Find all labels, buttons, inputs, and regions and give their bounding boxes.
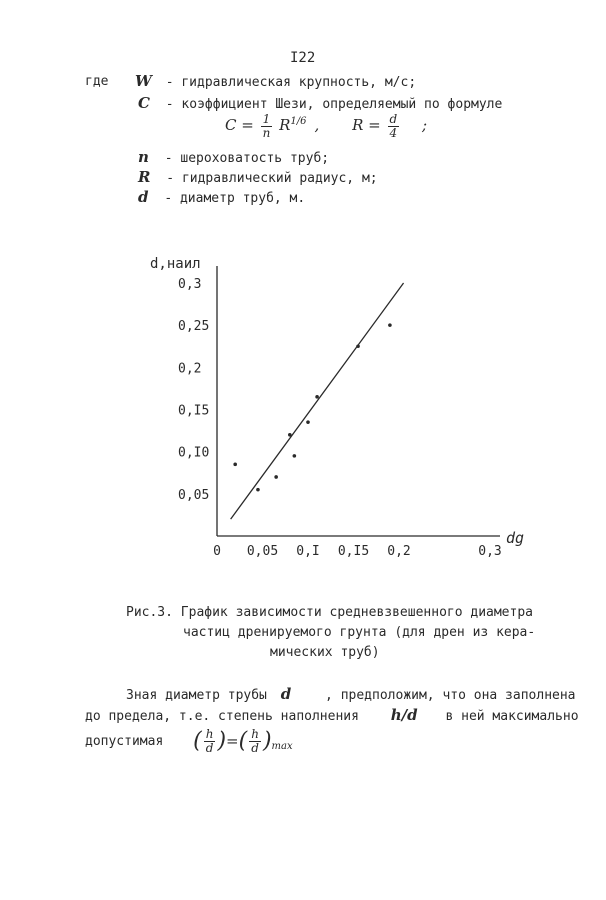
y-tick-label: 0,3 [178, 277, 202, 292]
legend-symbol: R [138, 168, 151, 186]
x-tick-label: 0,05 [246, 544, 279, 559]
legend-text: - диаметр труб, м. [164, 191, 306, 206]
x-tick-label: 0 [213, 544, 221, 559]
x-axis-label: dg [506, 529, 525, 547]
legend-symbol: d [138, 188, 149, 206]
page-number: I22 [290, 50, 316, 66]
y-tick-label: 0,25 [178, 319, 210, 335]
data-point [233, 463, 237, 467]
x-tick-label: 0,I [296, 544, 320, 559]
max-ratio-formula: ( $\frac{h}{d}$ )=( $\frac{h}{d}$ )$_{max}$ [193, 727, 293, 755]
data-point [256, 488, 260, 492]
figure-caption-line2: частиц дренируемого грунта (для дрен из кера- [183, 625, 536, 640]
legend-text: - коэффициент Шези, определяемый по формуле [165, 97, 503, 112]
legend-symbol: n [138, 148, 149, 166]
x-tick-label: 0,I5 [337, 544, 370, 559]
figure-caption-line1: Рис.3. График зависимости средневзвешенного диаметра [126, 605, 533, 620]
chezy-formula: C = $\frac{1}{n}$ $R^{1/6}$ , R = $\frac{d}{4}$ ; [225, 112, 428, 140]
legend-text: - шероховатость труб; [164, 151, 330, 166]
figure-caption-line3: мических труб) [270, 645, 380, 660]
data-point [315, 395, 319, 399]
body-line1: Зная диаметр трубы d , предположим, что она заполнена [126, 685, 576, 703]
formula-fraction: $\frac{1}{n}$ [262, 112, 271, 140]
where-word: где [85, 74, 109, 89]
legend-symbol: W [135, 72, 152, 90]
y-tick-label: 0,I5 [178, 403, 210, 419]
data-point [274, 475, 278, 479]
y-axis-label: d,наил [150, 256, 201, 272]
formula-fraction: $\frac{d}{4}$ [389, 112, 398, 140]
data-point [388, 323, 392, 327]
data-point [288, 433, 292, 437]
data-point [356, 344, 360, 348]
fit-line [231, 283, 404, 519]
legend-text: - гидравлический радиус, м; [166, 171, 378, 186]
data-point [293, 454, 297, 458]
legend-text: - гидравлическая крупность, м/с; [165, 75, 417, 90]
x-tick-label: 0,2 [387, 544, 411, 559]
body-line3: допустимая ( $\frac{h}{d}$ )=( $\frac{h}{d}$ )$_{max}$ [85, 727, 293, 755]
y-tick-label: 0,2 [178, 361, 202, 377]
y-tick-label: 0,I0 [178, 445, 210, 461]
data-point [306, 420, 310, 424]
y-tick-label: 0,05 [178, 487, 210, 503]
x-tick-label: 0,3 [478, 544, 502, 559]
legend-symbol: C [138, 94, 150, 112]
body-line2: до предела, т.е. степень наполнения h/d в ней максимально [85, 706, 579, 724]
